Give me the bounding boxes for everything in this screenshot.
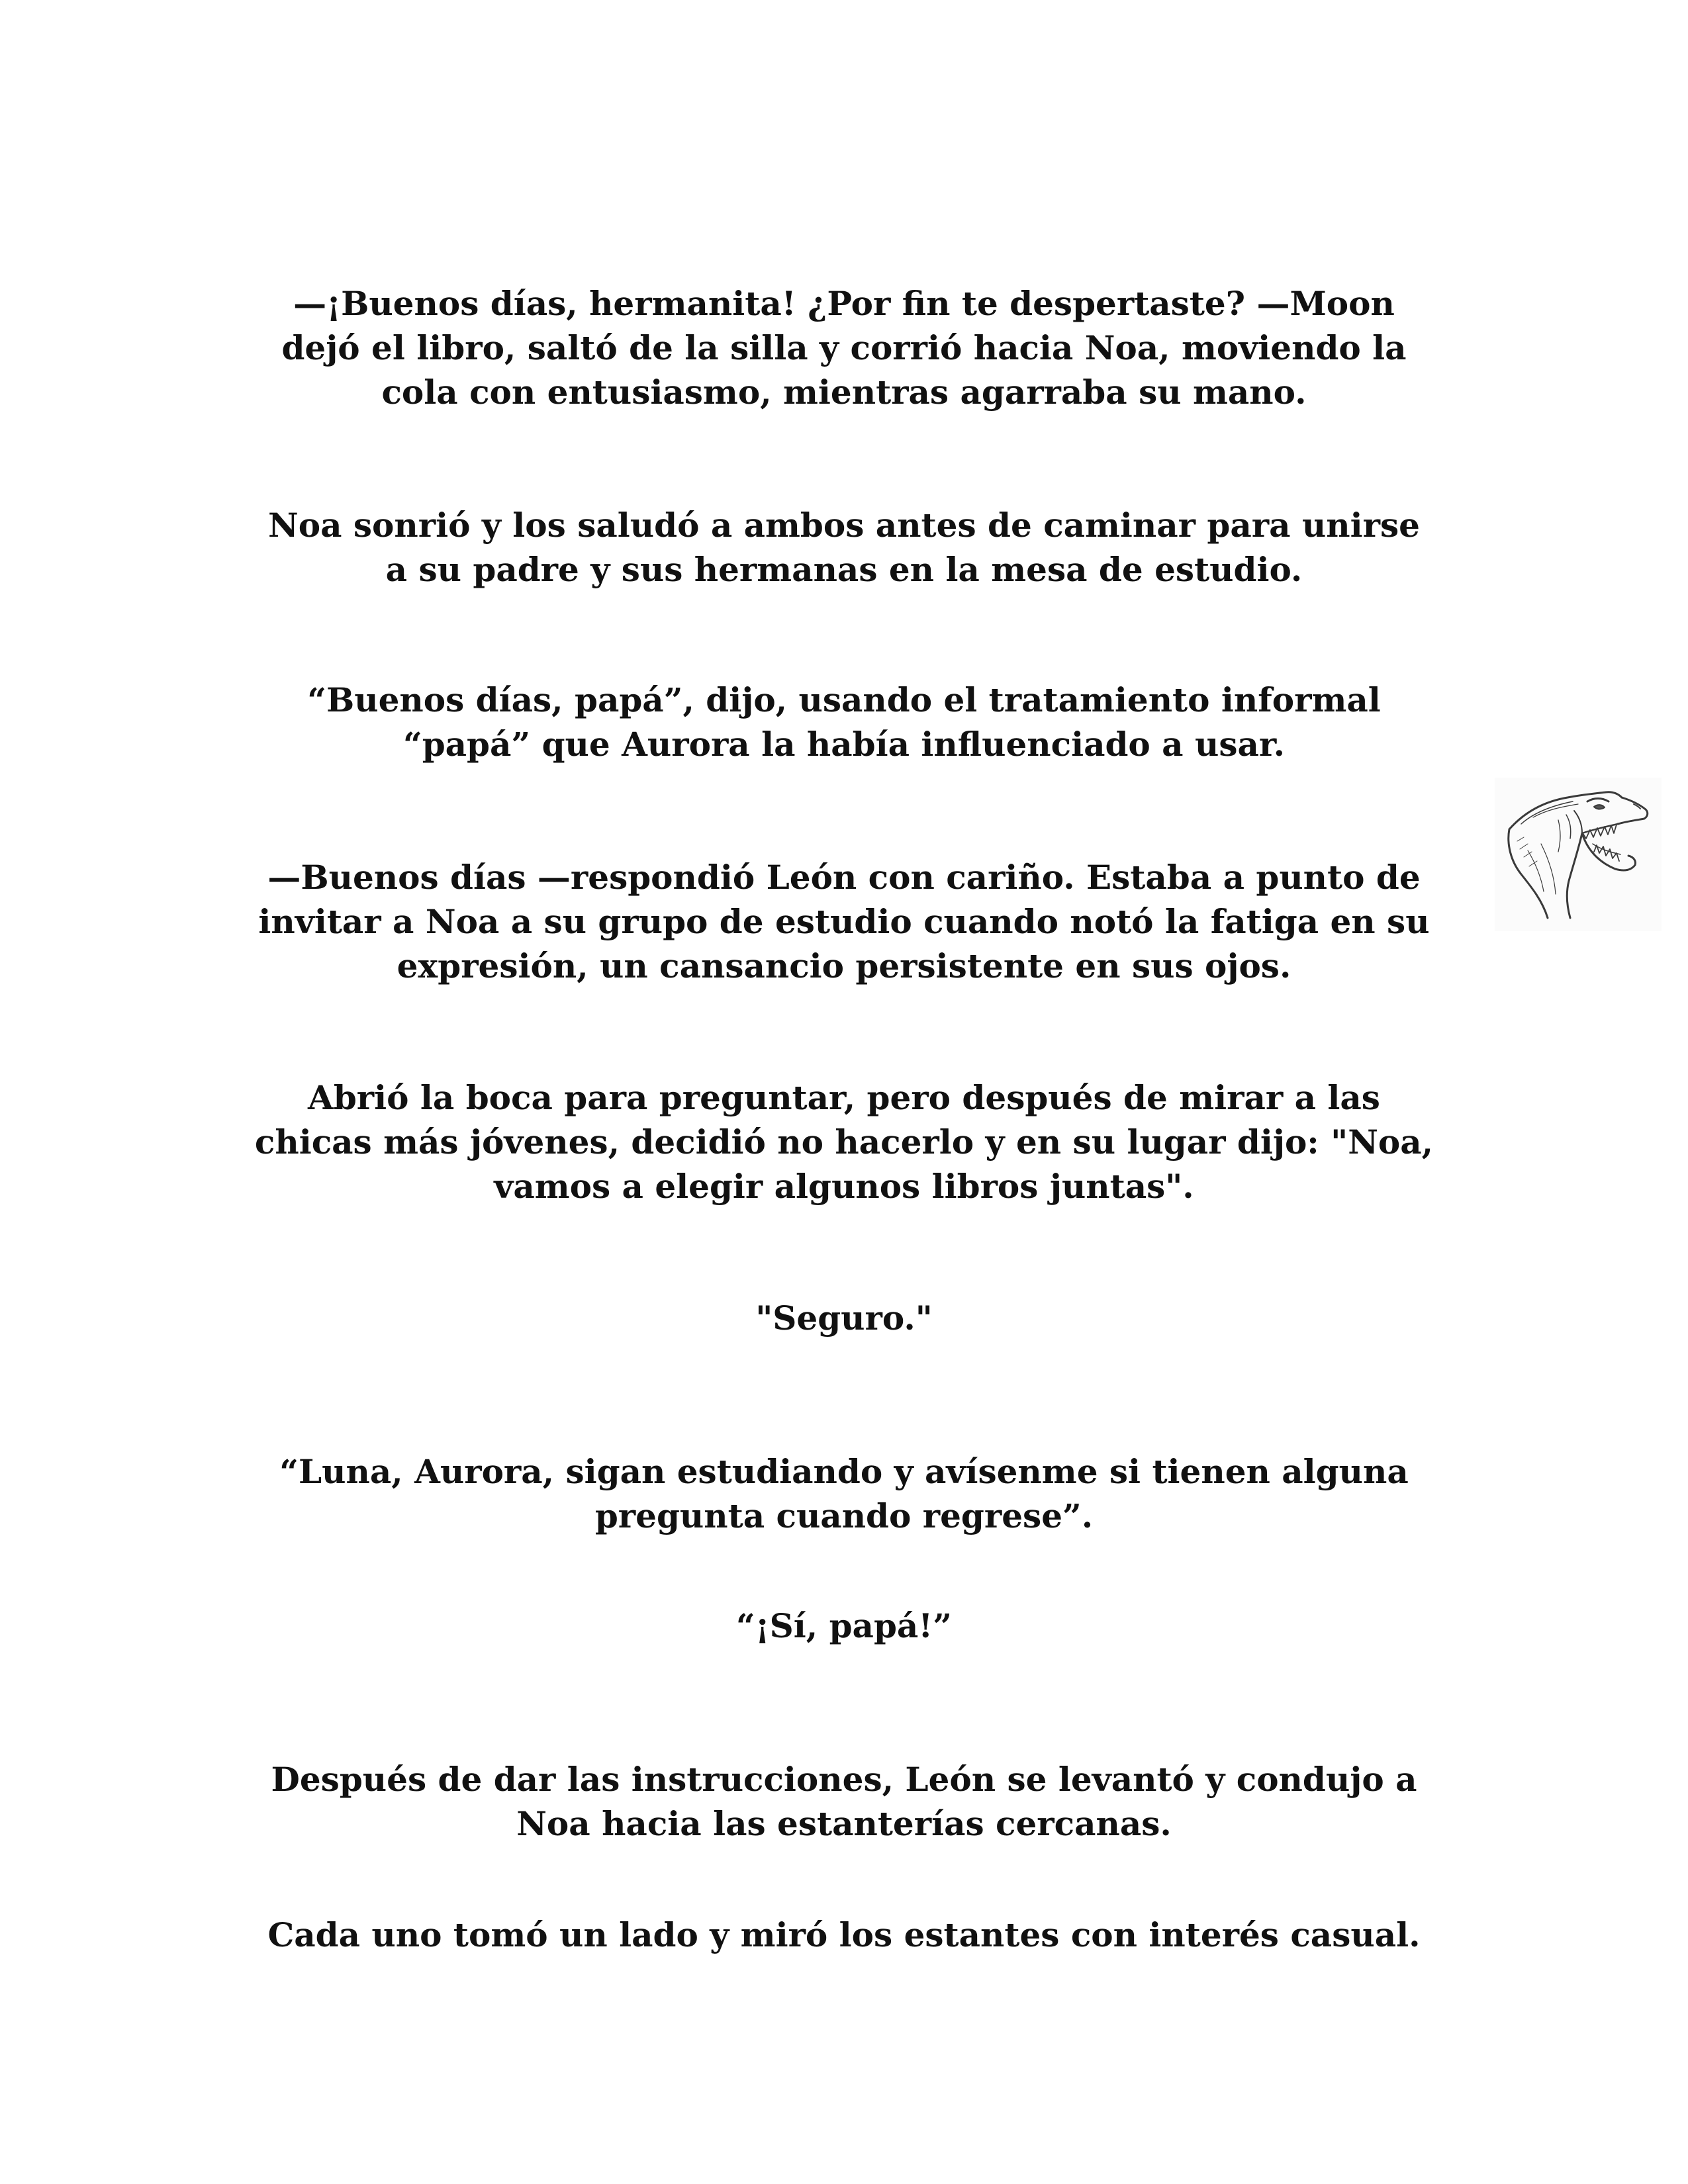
paragraph-5: Abrió la boca para preguntar, pero después de mirar a las chicas más jóvenes, decidió no hacerlo y en su lugar dijo: "Noa, vamos a elegir algunos libros juntas". xyxy=(254,1078,1434,1206)
paragraph-8: “¡Sí, papá!” xyxy=(735,1606,953,1645)
paragraph-7: “Luna, Aurora, sigan estudiando y avísenme si tienen alguna pregunta cuando regrese”. xyxy=(279,1452,1409,1535)
paragraph-9: Después de dar las instrucciones, León se levantó y condujo a Noa hacia las estanterías cercanas. xyxy=(271,1760,1417,1843)
paragraph-4: —Buenos días —respondió León con cariño. Estaba a punto de invitar a Noa a su grupo de estudio cuando notó la fatiga en su expresión, un cansancio persistente en sus ojos. xyxy=(258,858,1430,985)
paragraph-10: Cada uno tomó un lado y miró los estantes con interés casual. xyxy=(267,1915,1421,1954)
paragraph-3: “Buenos días, papá”, dijo, usando el tratamiento informal “papá” que Aurora la había influenciado a usar. xyxy=(307,680,1381,764)
paragraph-1: —¡Buenos días, hermanita! ¿Por fin te despertaste? —Moon dejó el libro, saltó de la silla y corrió hacia Noa, moviendo la cola con entusiasmo, mientras agarraba su mano. xyxy=(281,284,1407,412)
dinosaur-head-sketch-icon xyxy=(1495,778,1662,931)
paragraph-6: "Seguro." xyxy=(755,1298,933,1338)
paragraph-2: Noa sonrió y los saludó a ambos antes de caminar para unirse a su padre y sus hermanas en la mesa de estudio. xyxy=(268,506,1420,589)
